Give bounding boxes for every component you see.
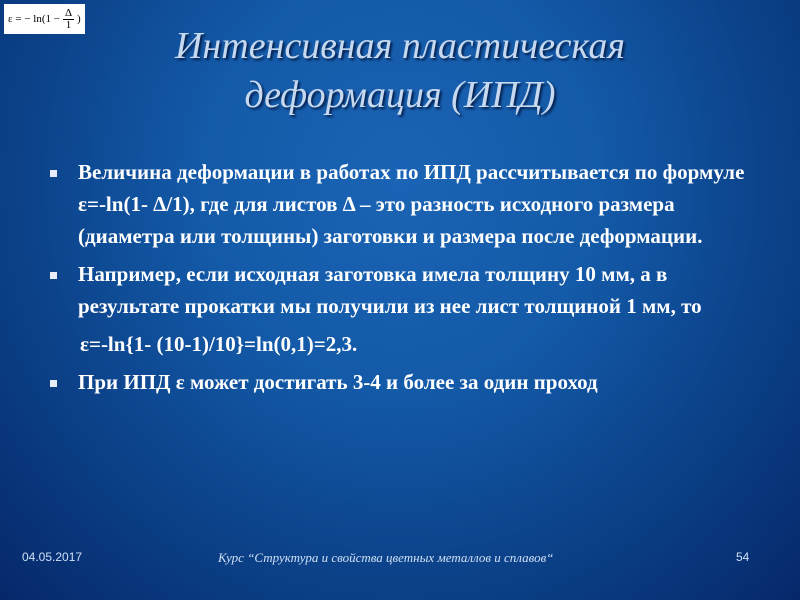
square-bullet-icon — [50, 380, 57, 387]
bullet-text: Например, если исходная заготовка имела толщину 10 мм, а в результате прокатки мы получили из нее лист толщиной 1 мм, то — [78, 262, 702, 318]
footer-course-title: Курс “Структура и свойства цветных металлов и сплавов“ — [218, 550, 554, 565]
corner-formula-numerator: Δ — [64, 6, 73, 19]
bullet-item — [48, 156, 760, 252]
square-bullet-icon — [50, 170, 57, 177]
bullet-item — [48, 258, 760, 322]
corner-formula-suffix: ) — [77, 13, 81, 25]
slide-title-line-1: Интенсивная пластическая — [174, 25, 626, 67]
calculation-formula: ε=-ln{1- (10-1)/10}=ln(0,1)=2,3. — [80, 332, 358, 356]
slide-body — [48, 156, 760, 404]
slide-title-line-2: деформация (ИПД) — [244, 74, 556, 116]
square-bullet-icon — [50, 272, 57, 279]
footer-date: 04.05.2017 — [22, 550, 83, 564]
footer-page-number: 54 — [736, 550, 750, 564]
slide-title — [60, 18, 740, 120]
bullet-item — [48, 366, 760, 398]
bullet-text: Величина деформации в работах по ИПД рассчитывается по формуле ε=-ln(1- Δ/1), где для листов Δ – это разность исходного размера (диаметра или толщины) заготовки и размера после деформации. — [78, 160, 745, 248]
bullet-text: При ИПД ε может достигать 3-4 и более за один проход — [78, 370, 598, 394]
corner-formula-denominator: 1 — [65, 18, 72, 31]
corner-formula-prefix: ε = − ln(1 − — [8, 13, 60, 25]
